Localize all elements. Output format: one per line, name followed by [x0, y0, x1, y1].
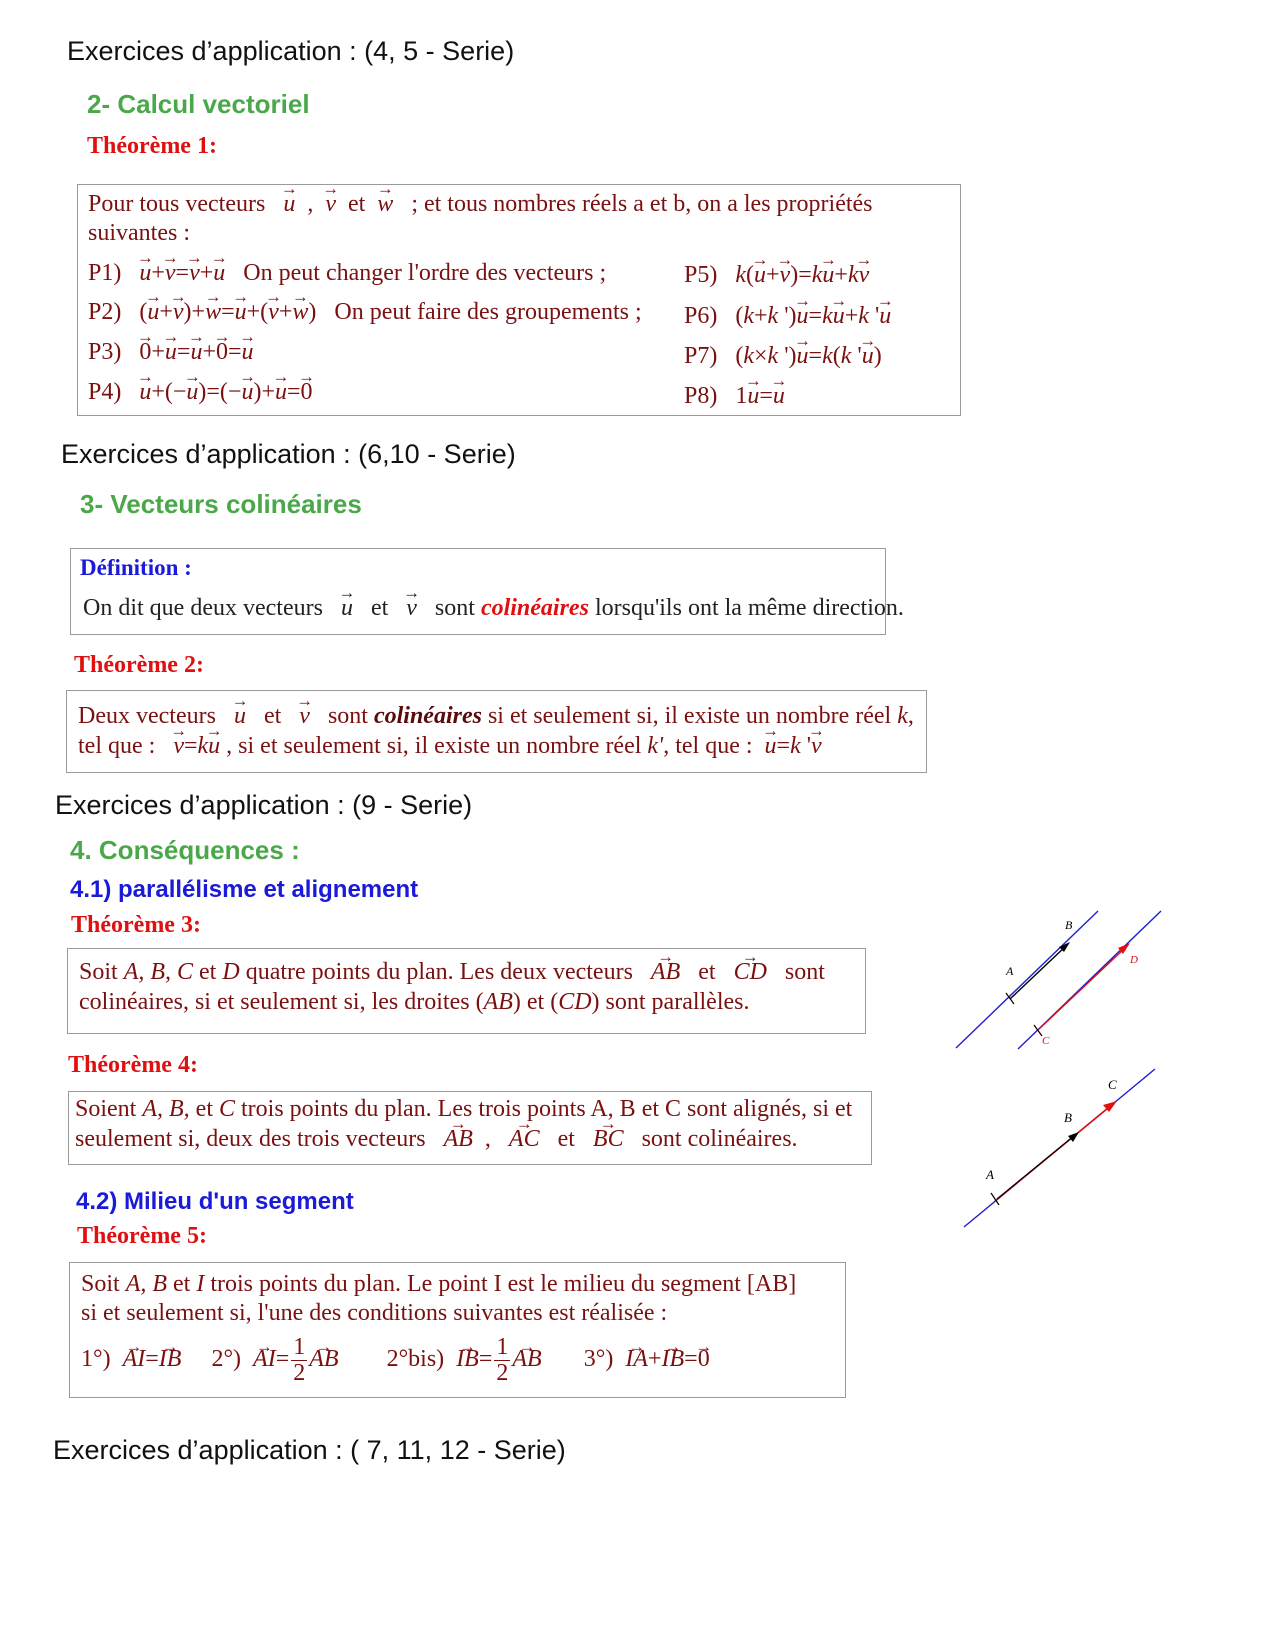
label-a: A — [1006, 964, 1014, 978]
theorem-1-title: Théorème 1: — [87, 133, 217, 159]
label-c: C — [1108, 1077, 1117, 1092]
theorem-1-intro-cont: suivantes : — [88, 220, 190, 246]
exercise-heading-3: Exercices d’application : (9 - Serie) — [55, 790, 473, 820]
theorem-4-title: Théorème 4: — [68, 1052, 198, 1078]
theorem-2-box — [66, 690, 927, 773]
theorem-1-intro: Pour tous vecteurs → u , → v et → w ; et tous nombres réels a et b, on a les propriétés — [88, 191, 873, 218]
theorem-2-line-2: tel que : → v=k→ u , si et seulement si, il existe un nombre réel k', tel que : → u=k '→ v — [78, 733, 822, 760]
definition-title: Définition : — [80, 555, 192, 580]
section-title-vecteurs-colineaires: 3- Vecteurs colinéaires — [80, 489, 362, 519]
theorem-5-title: Théorème 5: — [77, 1223, 207, 1249]
exercise-heading-1: Exercices d’application : (4, 5 - Serie) — [67, 36, 515, 66]
property-p4: P4) → u+(−→ u)=(−→ u)+→ u=→ 0 — [88, 379, 313, 406]
figure-parallel-lines — [950, 905, 1170, 1055]
property-p8: P8) 1→ u=→ u — [684, 383, 785, 410]
vector-ab — [997, 1135, 1075, 1199]
subsection-title-parallelisme: 4.1) parallélisme et alignement — [70, 876, 419, 903]
exercise-heading-2: Exercices d’application : (6,10 - Serie) — [61, 439, 516, 469]
theorem-3-line-2: colinéaires, si et seulement si, les droites (AB) et (CD) sont parallèles. — [79, 989, 750, 1015]
definition-box — [70, 548, 904, 635]
property-p5: P5) k(→ u+→ v)=k→ u+k→ v — [684, 262, 869, 289]
theorem-5-conditions: 1°) → AI=→ IB 2°) → AI= $\frac{1}{2}$ → AB 2°bis) → IB= $\frac{1}{2}$ → AB 3°) → IA+→ IB=→ 0 — [81, 1335, 710, 1386]
label-b: B — [1065, 918, 1073, 932]
theorem-5-box — [69, 1262, 846, 1398]
section-title-consequences: 4. Conséquences : — [70, 835, 300, 865]
property-p1: P1) → u+→ v=→ v+→ u On peut changer l'ordre des vecteurs ; — [88, 260, 606, 287]
theorem-4-line-2: seulement si, deux des trois vecteurs → AB , → AC et → BC sont colinéaires. — [75, 1126, 798, 1153]
theorem-3-title: Théorème 3: — [71, 912, 201, 938]
exercise-heading-4: Exercices d’application : ( 7, 11, 12 - Serie) — [53, 1435, 566, 1465]
property-p6: P6) (k+k ')→ u=k→ u+k '→ u — [684, 303, 891, 330]
theorem-5-line-2: si et seulement si, l'une des conditions suivantes est réalisée : — [81, 1300, 668, 1326]
theorem-2-title: Théorème 2: — [74, 652, 204, 678]
label-b: B — [1064, 1110, 1072, 1125]
property-p2: P2) (→ u+→ v)+→ w=→ u+(→ v+→ w) On peut faire des groupements ; — [88, 299, 642, 326]
theorem-3-line-1: Soit A, B, C et D quatre points du plan. Les deux vecteurs → AB et → CD sont — [79, 959, 825, 986]
theorem-5-line-1: Soit A, B et I trois points du plan. Le point I est le milieu du segment [AB] — [81, 1271, 797, 1297]
line-ab — [956, 911, 1098, 1048]
theorem-2-line-1: Deux vecteurs → u et → v sont colinéaires si et seulement si, il existe un nombre réel k, — [78, 703, 914, 730]
label-c: C — [1042, 1035, 1050, 1047]
label-d: D — [1130, 954, 1138, 966]
property-p3: P3) → 0+→ u=→ u+→ 0=→ u — [88, 339, 254, 366]
figure-collinear-points — [955, 1065, 1165, 1235]
property-p7: P7) (k×k ')→ u=k(k '→ u) — [684, 343, 882, 370]
definition-text: On dit que deux vecteurs → u et → v sont colinéaires lorsqu'ils ont la même direction. — [83, 595, 904, 622]
theorem-1-box — [77, 184, 961, 416]
vector-ab — [1010, 945, 1067, 999]
section-title-calcul-vectoriel: 2- Calcul vectoriel — [87, 89, 310, 119]
theorem-3-box — [67, 948, 866, 1034]
theorem-4-line-1: Soient A, B, et C trois points du plan. Les trois points A, B et C sont alignés, si et — [75, 1096, 853, 1122]
theorem-4-box — [68, 1091, 872, 1165]
label-a: A — [986, 1167, 994, 1182]
subsection-title-milieu: 4.2) Milieu d'un segment — [76, 1188, 354, 1215]
